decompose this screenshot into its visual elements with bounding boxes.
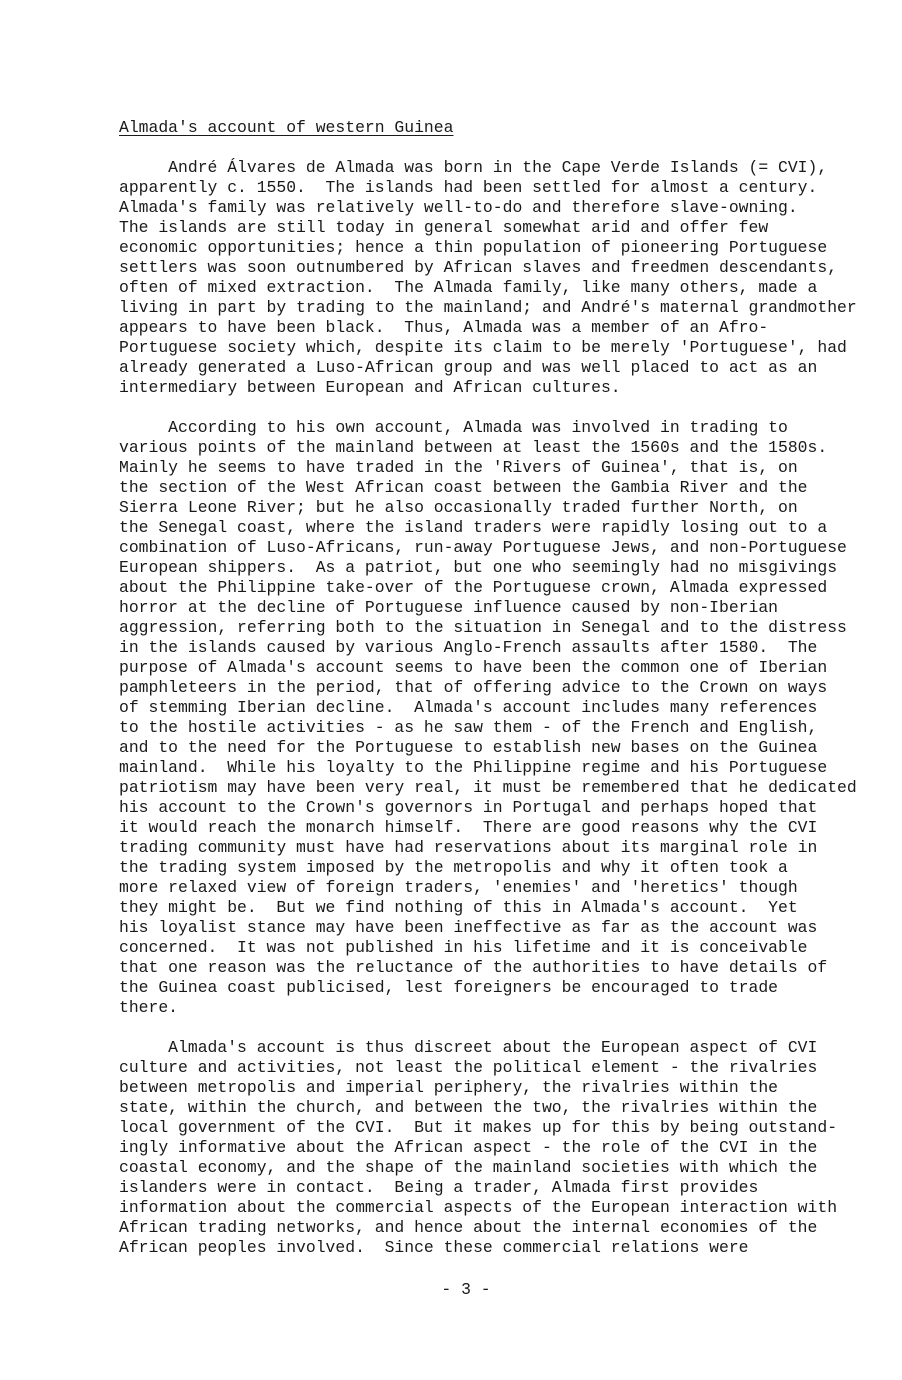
text-line: the Senegal coast, where the island traders were rapidly losing out to a: [119, 518, 828, 537]
text-line: Sierra Leone River; but he also occasionally traded further North, on: [119, 498, 798, 517]
text-line: African peoples involved. Since these commercial relations were: [119, 1238, 749, 1257]
text-line: the section of the West African coast between the Gambia River and the: [119, 478, 808, 497]
paragraph-3: [119, 1038, 837, 1258]
text-line: African trading networks, and hence about the internal economies of the: [119, 1218, 818, 1237]
text-line: in the islands caused by various Anglo-French assaults after 1580. The: [119, 638, 818, 657]
text-line: between metropolis and imperial periphery, the rivalries within the: [119, 1078, 779, 1097]
text-line: purpose of Almada's account seems to have been the common one of Iberian: [119, 658, 828, 677]
text-line: coastal economy, and the shape of the mainland societies with which the: [119, 1158, 818, 1177]
text-line: apparently c. 1550. The islands had been settled for almost a century.: [119, 178, 818, 197]
text-line: already generated a Luso-African group and was well placed to act as an: [119, 358, 818, 377]
text-line: economic opportunities; hence a thin population of pioneering Portuguese: [119, 238, 828, 257]
text-line: about the Philippine take-over of the Portuguese crown, Almada expressed: [119, 578, 828, 597]
text-line: European shippers. As a patriot, but one who seemingly had no misgivings: [119, 558, 838, 577]
text-line: his account to the Crown's governors in Portugal and perhaps hoped that: [119, 798, 818, 817]
text-line: According to his own account, Almada was involved in trading to: [119, 418, 788, 437]
text-line: information about the commercial aspects of the European interaction with: [119, 1198, 838, 1217]
paragraph-2: [119, 418, 857, 1018]
section-heading: Almada's account of western Guinea: [119, 118, 454, 137]
text-line: they might be. But we find nothing of this in Almada's account. Yet: [119, 898, 798, 917]
text-line: mainland. While his loyalty to the Philippine regime and his Portuguese: [119, 758, 828, 777]
text-line: Portuguese society which, despite its claim to be merely 'Portuguese', had: [119, 338, 847, 357]
text-line: settlers was soon outnumbered by African slaves and freedmen descendants,: [119, 258, 838, 277]
text-line: Mainly he seems to have traded in the 'Rivers of Guinea', that is, on: [119, 458, 798, 477]
text-line: often of mixed extraction. The Almada family, like many others, made a: [119, 278, 818, 297]
text-line: various points of the mainland between at least the 1560s and the 1580s.: [119, 438, 828, 457]
text-line: state, within the church, and between the two, the rivalries within the: [119, 1098, 818, 1117]
text-line: local government of the CVI. But it makes up for this by being outstand-: [119, 1118, 838, 1137]
text-line: Almada's account is thus discreet about the European aspect of CVI: [119, 1038, 818, 1057]
text-line: there.: [119, 998, 179, 1017]
text-line: the Guinea coast publicised, lest foreigners be encouraged to trade: [119, 978, 779, 997]
text-line: pamphleteers in the period, that of offering advice to the Crown on ways: [119, 678, 828, 697]
text-line: it would reach the monarch himself. There are good reasons why the CVI: [119, 818, 818, 837]
text-line: aggression, referring both to the situation in Senegal and to the distress: [119, 618, 847, 637]
page-number: - 3 -: [441, 1280, 491, 1299]
text-line: trading community must have had reservations about its marginal role in: [119, 838, 818, 857]
text-line: of stemming Iberian decline. Almada's account includes many references: [119, 698, 818, 717]
text-line: ingly informative about the African aspect - the role of the CVI in the: [119, 1138, 818, 1157]
text-line: concerned. It was not published in his lifetime and it is conceivable: [119, 938, 808, 957]
text-line: living in part by trading to the mainland; and André's maternal grandmother: [119, 298, 857, 317]
text-line: islanders were in contact. Being a trader, Almada first provides: [119, 1178, 759, 1197]
text-line: horror at the decline of Portuguese influence caused by non-Iberian: [119, 598, 779, 617]
text-line: that one reason was the reluctance of the authorities to have details of: [119, 958, 828, 977]
text-line: combination of Luso-Africans, run-away Portuguese Jews, and non-Portuguese: [119, 538, 847, 557]
text-line: his loyalist stance may have been ineffective as far as the account was: [119, 918, 818, 937]
text-line: patriotism may have been very real, it must be remembered that he dedicated: [119, 778, 857, 797]
text-line: and to the need for the Portuguese to establish new bases on the Guinea: [119, 738, 818, 757]
paragraph-1: [119, 158, 857, 398]
text-line: André Álvares de Almada was born in the Cape Verde Islands (= CVI),: [119, 158, 828, 177]
text-line: the trading system imposed by the metropolis and why it often took a: [119, 858, 788, 877]
text-line: intermediary between European and African cultures.: [119, 378, 621, 397]
text-line: The islands are still today in general somewhat arid and offer few: [119, 218, 769, 237]
text-line: Almada's family was relatively well-to-do and therefore slave-owning.: [119, 198, 798, 217]
text-line: to the hostile activities - as he saw them - of the French and English,: [119, 718, 818, 737]
text-line: culture and activities, not least the political element - the rivalries: [119, 1058, 818, 1077]
text-line: appears to have been black. Thus, Almada was a member of an Afro-: [119, 318, 769, 337]
text-line: more relaxed view of foreign traders, 'enemies' and 'heretics' though: [119, 878, 798, 897]
